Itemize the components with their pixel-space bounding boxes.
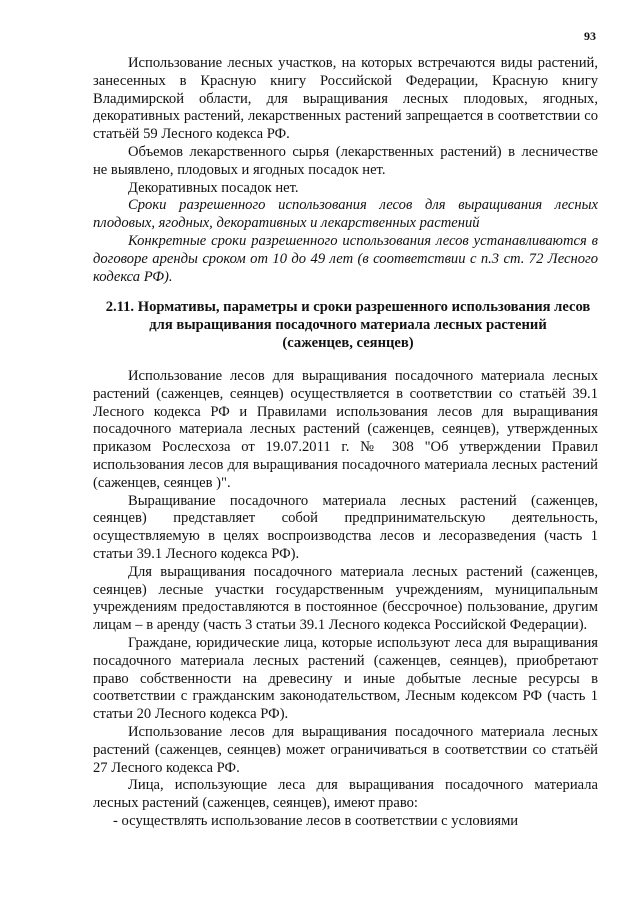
top-paragraph-3: Декоративных посадок нет. — [128, 179, 299, 196]
section-paragraph-4: Граждане, юридические лица, которые используют леса для выращивания посадочного материала лесных растений (саженцев, сеянцев), приобретают право собственности на древесину и иные добытые лесные ресурсы в соответствии с гражданским законодательством, Лесным кодексом РФ (часть 1 статьи 20 Лесного кодекса РФ). — [93, 634, 598, 723]
top-paragraph-4: Сроки разрешенного использования лесов для выращивания лесных плодовых, ягодных, декоративных и лекарственных растений — [93, 197, 598, 232]
section-paragraph-1: Использование лесов для выращивания посадочного материала лесных растений (саженцев, сеянцев) осуществляется в соответствии со статьёй 39.1 Лесного кодекса РФ и Правилами использования лесов для выращивания посадочного материала лесных растений (саженцев, сеянцев), утвержденных приказом Рослесхоза от 19.07.2011 г. № 308 "Об утверждении Правил использования лесов для выращивания посадочного материала лесных растений (саженцев, сеянцев )". — [93, 368, 598, 491]
section-heading-line-3: (саженцев, сеянцев) — [282, 335, 414, 351]
section-heading-line-1: 2.11. Нормативы, параметры и сроки разрешенного использования лесов — [105, 299, 591, 315]
section-heading-line-2: для выращивания посадочного материала лесных растений — [149, 317, 547, 333]
section-paragraph-3: Для выращивания посадочного материала лесных растений (саженцев, сеянцев) лесные участки государственным учреждениям, муниципальным учреждениям предоставляются в постоянное (бессрочное) пользование, другим лицам – в аренду (часть 3 статьи 39.1 Лесного кодекса Российской Федерации). — [93, 563, 598, 634]
page-number: 93 — [584, 29, 596, 43]
top-paragraph-2: Объемов лекарственного сырья (лекарственных растений) в лесничестве не выявлено, плодовых и ягодных посадок нет. — [93, 143, 598, 178]
section-heading — [93, 298, 603, 352]
section-text-block — [93, 368, 598, 831]
section-paragraph-6: Лица, использующие леса для выращивания посадочного материала лесных растений (саженцев, сеянцев), имеют право: — [93, 777, 598, 812]
section-paragraph-2: Выращивание посадочного материала лесных растений (саженцев, сеянцев) представляет собой предпринимательскую деятельность, осуществляемую в целях воспроизводства лесов и лесоразведения (часть 1 статьи 39.1 Лесного кодекса РФ). — [93, 492, 598, 562]
top-paragraph-5: Конкретные сроки разрешенного использования лесов устанавливаются в договоре аренды сроком от 10 до 49 лет (в соответствии с п.3 ст. 72 Лесного кодекса РФ). — [93, 232, 598, 285]
section-paragraph-7: - осуществлять использование лесов в соответствии с условиями — [113, 812, 519, 829]
top-text-block — [93, 55, 598, 286]
section-paragraph-5: Использование лесов для выращивания посадочного материала лесных растений (саженцев, сеянцев) может ограничиваться в соответствии со статьёй 27 Лесного кодекса РФ. — [93, 723, 598, 776]
top-paragraph-1: Использование лесных участков, на которых встречаются виды растений, занесенных в Красную книгу Российской Федерации, Красную книгу Владимирской области, для выращивания лесных плодовых, ягодных, декоративных растений, лекарственных растений запрещается в соответствии со статьёй 59 Лесного кодекса РФ. — [93, 55, 598, 143]
